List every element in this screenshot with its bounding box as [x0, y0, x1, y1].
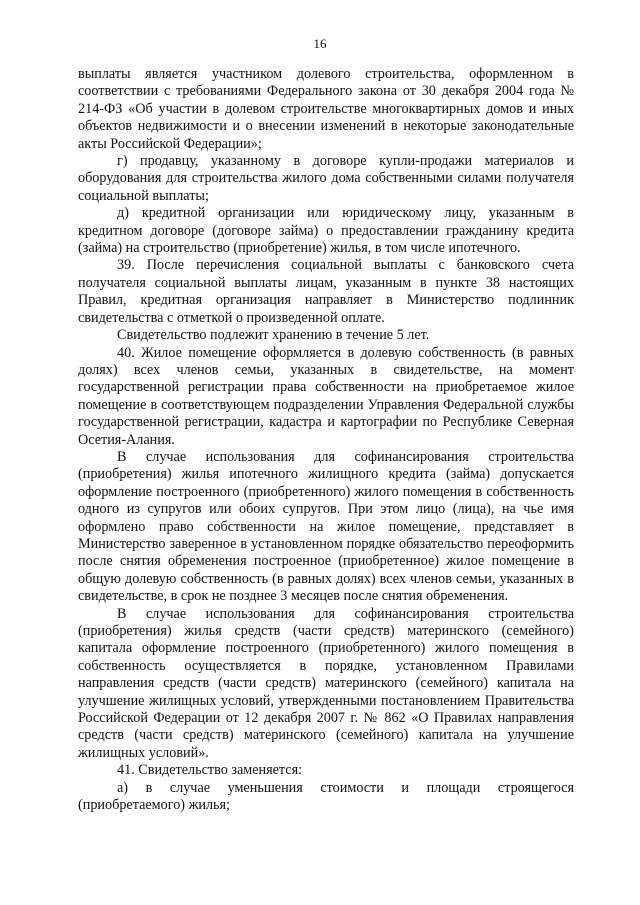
- paragraph-41: 41. Свидетельство заменяется:: [117, 762, 303, 779]
- paragraph-39: 39. После перечисления социальной выплаты с банковского счета получателя социальной выплаты лицам, указанным в пункте 38 настоящих Правил, кредитная организация направляет в Министерство подлинник свидетельства с отметкой о произведенной оплате.: [78, 257, 574, 326]
- paragraph-maternity-capital-case: В случае использования для софинансирования строительства (приобретения) жилья средств (части средств) материнского (семейного) капитала оформление построенного (приобретенного) жилого помещения в собственность осуществляется в порядке, установленном Правилами направления средств (части средств) материнского (семейного) капитала на улучшение жилищных условий, утвержденными постановлением Правительства Российской Федерации от 12 декабря 2007 г. № 862 «О Правилах направления средств (части средств) материнского (семейного) капитала на улучшение жилищных условий».: [78, 605, 574, 761]
- paragraph-item-d: д) кредитной организации или юридическому лицу, указанным в кредитном договоре (договоре займа) о предоставлении гражданину кредита (займа) на строительство (приобретение) жилья, в том числе ипотечного.: [78, 205, 574, 257]
- document-body: [78, 66, 574, 814]
- page-number: 16: [313, 36, 327, 51]
- paragraph-item-g: г) продавцу, указанному в договоре купли-продажи материалов и оборудования для строительства жилого дома собственными силами получателя социальной выплаты;: [78, 153, 574, 204]
- paragraph-mortgage-case: В случае использования для софинансирования строительства (приобретения) жилья ипотечного жилищного кредита (займа) допускается оформление построенного (приобретенного) жилого помещения в собственность одного из супругов или обоих супругов. При этом лицо (лица), на чье имя оформлено право собственности на жилое помещение, представляет в Министерство заверенное в установленном порядке обязательство переоформить после снятия обременения построенное (приобретенное) жилое помещение в общую долевую собственность (в равных долях) всех членов семьи, указанных в свидетельстве, в срок не позднее 3 месяцев после снятия обременения.: [78, 448, 574, 605]
- paragraph-storage-term: Свидетельство подлежит хранению в течение 5 лет.: [117, 327, 430, 344]
- paragraph-continuation: выплаты является участником долевого строительства, оформленном в соответствии с требованиями Федерального закона от 30 декабря 2004 года № 214-ФЗ «Об участии в долевом строительстве многоквартирных домов и иных объектов недвижимости и о внесении изменений в некоторые законодательные акты Российской Федерации»;: [78, 66, 574, 152]
- paragraph-40: 40. Жилое помещение оформляется в долевую собственность (в равных долях) всех членов семьи, указанных в свидетельстве, на момент государственной регистрации права собственности на приобретаемое жилое помещение в соответствующем подразделении Управления Федеральной службы государственной регистрации, кадастра и картографии по Республике Северная Осетия-Алания.: [78, 344, 574, 448]
- paragraph-item-a: а) в случае уменьшения стоимости и площади строящегося (приобретаемого) жилья;: [78, 779, 574, 814]
